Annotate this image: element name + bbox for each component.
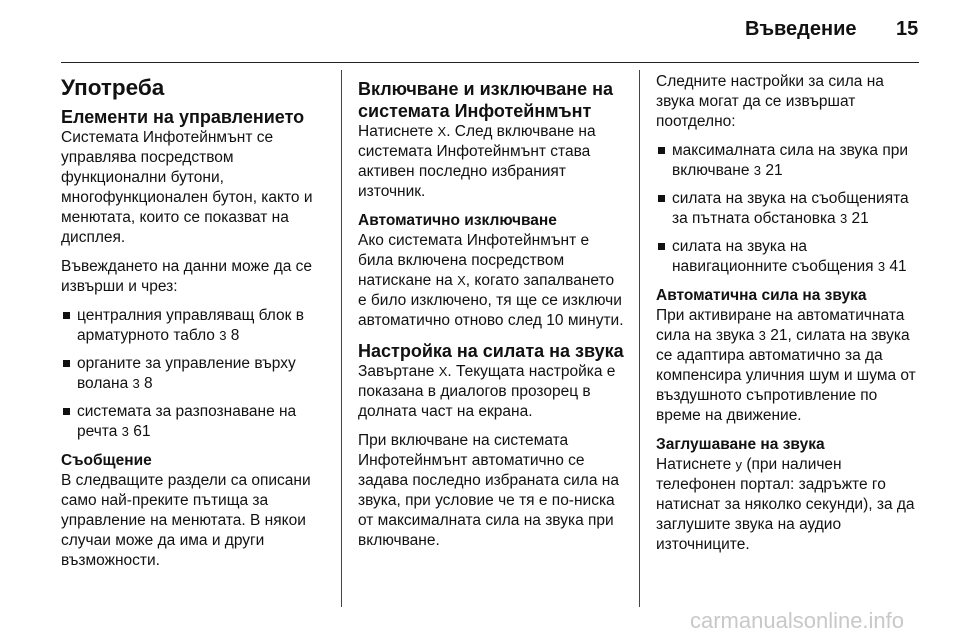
paragraph: Натиснете y (при наличен телефонен портал: задръжте го натиснат за няколко секунди), за да заглушите звука на аудио източниците. xyxy=(656,456,915,553)
note-text: В следващите раздели са описани само най-преките пътища за управление на менютата. В някои случаи може да има и други възможности. xyxy=(61,472,311,569)
reference-arrow-icon: 3 xyxy=(121,424,129,439)
page-reference: 41 xyxy=(889,258,907,275)
page-reference: 8 xyxy=(144,375,153,392)
column-3 xyxy=(656,72,922,564)
subheading: Автоматична сила на звука xyxy=(656,287,867,304)
paragraph: При активиране на автоматичната сила на звука 3 21, силата на звука се адаптира автоматично за да компенсира уличния шум и шума от въздушното съпротивление по време на движение. xyxy=(656,307,916,424)
page-reference: 61 xyxy=(133,423,151,440)
paragraph: Следните настройки за сила на звука могат да се извършат поотделно: xyxy=(656,73,884,130)
page-header-title: Въведение xyxy=(745,18,857,40)
list-item: силата на звука на навигационните съобщения 3 41 xyxy=(656,237,922,277)
power-knob-icon: X xyxy=(437,124,447,139)
square-bullet-icon xyxy=(63,408,70,415)
page-number: 15 xyxy=(896,18,919,40)
section-title: Употреба xyxy=(61,75,165,100)
square-bullet-icon xyxy=(658,195,665,202)
bullet-list xyxy=(656,141,922,277)
header-rule xyxy=(61,62,919,63)
column-2 xyxy=(358,72,626,560)
column-divider xyxy=(341,70,342,607)
subheading: Автоматично изключване xyxy=(358,212,557,229)
list-item: централния управляващ блок в арматурното табло 3 8 xyxy=(61,306,329,346)
column-divider xyxy=(639,70,640,607)
paragraph: Завъртане X. Текущата настройка е показана в диалогов прозорец в долната част на екрана. xyxy=(358,363,616,420)
reference-arrow-icon: 3 xyxy=(753,163,762,178)
volume-knob-icon: X xyxy=(438,364,448,379)
reference-arrow-icon: 3 xyxy=(877,259,886,274)
subsection-title: Настройка на силата на звука xyxy=(358,341,624,361)
page-reference: 21 xyxy=(765,162,783,179)
square-bullet-icon xyxy=(658,147,665,154)
square-bullet-icon xyxy=(63,312,70,319)
reference-arrow-icon: 3 xyxy=(758,328,766,343)
square-bullet-icon xyxy=(658,243,665,250)
paragraph: Въвеждането на данни може да се извърши и чрез: xyxy=(61,258,313,295)
page-reference: 21 xyxy=(851,210,869,227)
list-item: силата на звука на съобщенията за пътната обстановка 3 21 xyxy=(656,189,922,229)
subsection-title: Елементи на управлението xyxy=(61,107,305,127)
page-reference: 21 xyxy=(770,327,788,344)
mute-phone-icon: y xyxy=(735,457,743,472)
subsection-title: Включване и изключване на системата Инфотейнмънт xyxy=(358,79,614,121)
power-knob-icon: X xyxy=(457,273,466,288)
reference-arrow-icon: 3 xyxy=(132,376,140,391)
watermark: carmanualsonline.info xyxy=(690,608,905,633)
page-reference: 8 xyxy=(230,327,240,344)
subheading: Заглушаване на звука xyxy=(656,436,825,453)
list-item: максималната сила на звука при включване 3 21 xyxy=(656,141,922,181)
paragraph: Ако системата Инфотейнмънт е била включена посредством натискане на X, когато запалването е било изключено, тя ще се изключи автоматично отново след 10 минути. xyxy=(358,232,624,329)
paragraph: При включване на системата Инфотейнмънт автоматично се задава последно избраната сила на звука, при условие че тя е по-ниска от максималната сила на звука при включване. xyxy=(358,432,619,549)
note-title: Съобщение xyxy=(61,452,152,469)
list-item: системата за разпознаване на речта 3 61 xyxy=(61,402,329,442)
reference-arrow-icon: 3 xyxy=(219,328,227,343)
paragraph: Системата Инфотейнмънт се управлява посредством функционални бутони, многофункционален бутон, както и менютата, които се показват на дисплея. xyxy=(61,129,313,246)
square-bullet-icon xyxy=(63,360,70,367)
paragraph: Натиснете X. След включване на системата Инфотейнмънт става активен последно избраният източник. xyxy=(358,123,596,200)
column-1 xyxy=(61,72,329,580)
list-item: органите за управление върху волана 3 8 xyxy=(61,354,329,394)
reference-arrow-icon: 3 xyxy=(840,211,848,226)
bullet-list xyxy=(61,306,329,442)
